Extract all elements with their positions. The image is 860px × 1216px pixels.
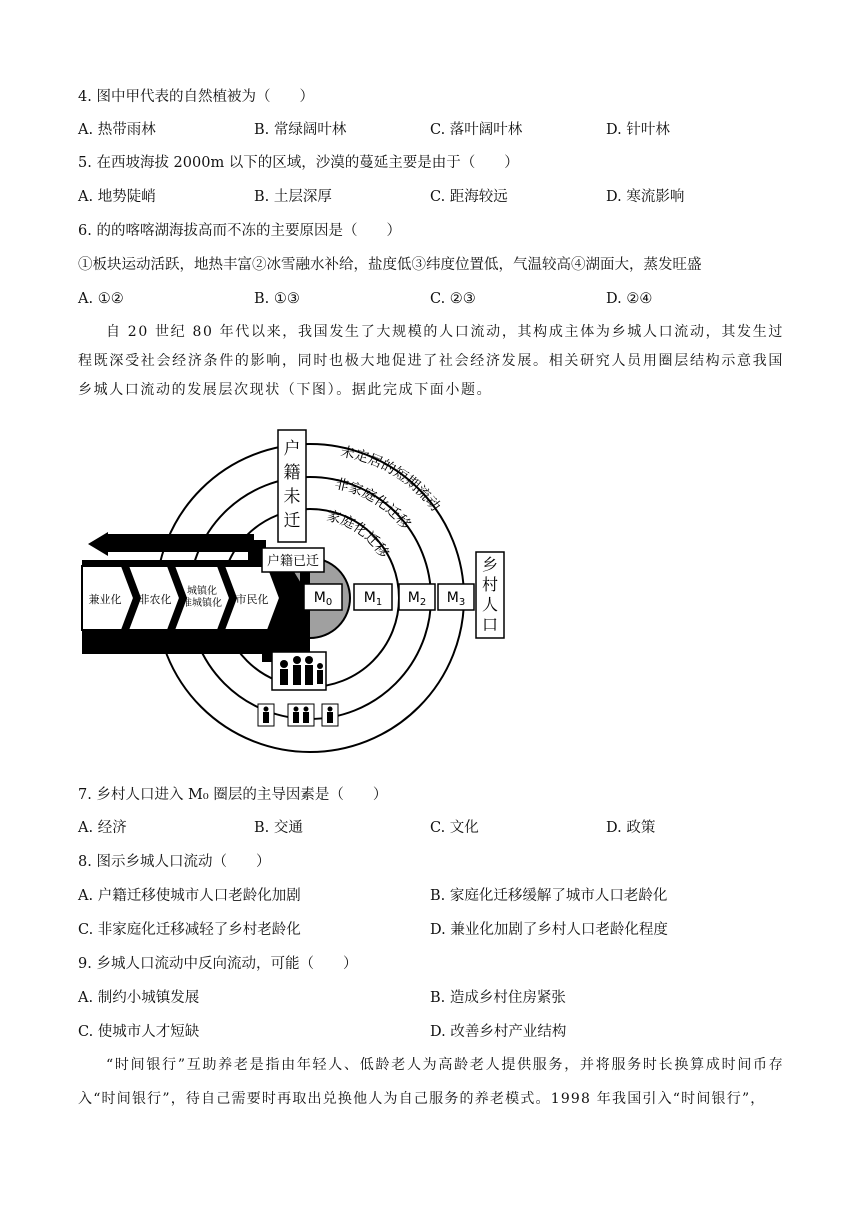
question-8-stem: 8. 图示乡城人口流动（ ）	[78, 854, 271, 870]
question-4-stem: 4. 图中甲代表的自然植被为（ ）	[78, 89, 314, 105]
question-6-option-c[interactable]: C. ②③	[430, 291, 476, 307]
single-person-icon-2	[322, 704, 338, 726]
arrow-label-shiminhua: 市民化	[235, 593, 269, 606]
migration-ring-diagram	[78, 424, 518, 754]
ring-label-family: 家庭化迁移	[325, 508, 392, 562]
arrow-label-chengzhenhua: 城镇化	[187, 586, 217, 597]
question-8-option-a[interactable]: A. 户籍迁移使城市人口老龄化加剧	[78, 888, 301, 904]
question-4-option-c[interactable]: C. 落叶阔叶林	[430, 122, 523, 138]
question-5-option-c[interactable]: C. 距海较远	[430, 189, 508, 205]
arrow-label-feinonghua: 非农化	[138, 593, 172, 606]
couple-icon	[288, 704, 314, 726]
question-7-option-d[interactable]: D. 政策	[606, 820, 656, 836]
hukou-not-moved-4: 迁	[283, 511, 301, 531]
question-6-option-a[interactable]: A. ①②	[78, 291, 124, 307]
question-5-stem: 5. 在西坡海拔 2000m 以下的区域，沙漠的蔓延主要是由于（ ）	[78, 155, 519, 171]
passage-migration: 自 20 世纪 80 年代以来，我国发生了大规模的人口流动，其构成主体为乡城人口流动，其发生过程既深受社会经济条件的影响，同时也极大地促进了社会经济发展。相关研究人员用圈层结构示意我国乡城人口流动的发展层次现状（下图）。据此完成下面小题。	[78, 324, 784, 398]
question-8-option-c[interactable]: C. 非家庭化迁移减轻了乡村老龄化	[78, 922, 301, 938]
question-9-stem: 9. 乡城人口流动中反向流动，可能（ ）	[78, 956, 358, 972]
passage-time-bank: “时间银行”互助养老是指由年轻人、低龄老人为高龄老人提供服务，并将服务时长换算成时间币存入“时间银行”，待自己需要时再取出兑换他人为自己服务的养老模式。1998 年我国引入“时间银行”，	[78, 1057, 784, 1107]
m3-label: $M_3$	[446, 590, 466, 608]
question-7-option-b[interactable]: B. 交通	[254, 820, 303, 836]
rural-population-4: 口	[481, 615, 499, 634]
question-6-option-b[interactable]: B. ①③	[254, 291, 300, 307]
question-9-option-c[interactable]: C. 使城市人才短缺	[78, 1024, 200, 1040]
m0-label: $M_0$	[313, 590, 333, 608]
question-5-option-d[interactable]: D. 寒流影响	[606, 189, 685, 205]
question-4-option-d[interactable]: D. 针叶林	[606, 122, 670, 138]
question-9-option-b[interactable]: B. 造成乡村住房紧张	[430, 990, 566, 1006]
question-4-option-b[interactable]: B. 常绿阔叶林	[254, 122, 347, 138]
question-7-option-a[interactable]: A. 经济	[78, 820, 127, 836]
ring-label-short-term: 未定居的短期流动	[339, 444, 444, 515]
hukou-not-moved-3: 未	[283, 487, 301, 507]
left-arrow-bar	[108, 534, 254, 552]
arrow-label-zhunchengzhenhua: 准城镇化	[182, 598, 222, 609]
arrow-label-jianyehua: 兼业化	[88, 593, 122, 606]
m1-label: $M_1$	[363, 590, 383, 608]
rural-population-3: 人	[481, 595, 499, 614]
family-icon	[272, 652, 326, 690]
question-6-stem: 6. 的的喀喀湖海拔高而不冻的主要原因是（ ）	[78, 223, 401, 239]
hukou-not-moved-1: 户	[283, 439, 301, 459]
m2-label: $M_2$	[407, 590, 427, 608]
question-7-stem: 7. 乡村人口进入 M₀ 圈层的主导因素是（ ）	[78, 787, 388, 803]
question-9-option-d[interactable]: D. 改善乡村产业结构	[430, 1024, 567, 1040]
question-5-option-b[interactable]: B. 土层深厚	[254, 189, 332, 205]
question-6-statements: ①板块运动活跃，地热丰富②冰雪融水补给，盐度低③纬度位置低，气温较高④湖面大，蒸发旺盛	[78, 257, 702, 273]
ring-label-non-family: 非家庭化迁移	[333, 476, 414, 533]
question-9-option-a[interactable]: A. 制约小城镇发展	[78, 990, 200, 1006]
question-8-option-b[interactable]: B. 家庭化迁移缓解了城市人口老龄化	[430, 888, 668, 904]
single-person-icon	[258, 704, 274, 726]
hukou-not-moved-2: 籍	[283, 463, 301, 483]
question-7-option-c[interactable]: C. 文化	[430, 820, 479, 836]
rural-population-2: 村	[481, 575, 499, 594]
question-6-option-d[interactable]: D. ②④	[606, 291, 653, 307]
question-5-option-a[interactable]: A. 地势陡峭	[78, 189, 156, 205]
hukou-moved-label: 户籍已迁	[266, 554, 320, 569]
rural-population-1: 乡	[481, 555, 499, 574]
question-4-option-a[interactable]: A. 热带雨林	[78, 122, 156, 138]
question-8-option-d[interactable]: D. 兼业化加剧了乡村人口老龄化程度	[430, 922, 668, 938]
